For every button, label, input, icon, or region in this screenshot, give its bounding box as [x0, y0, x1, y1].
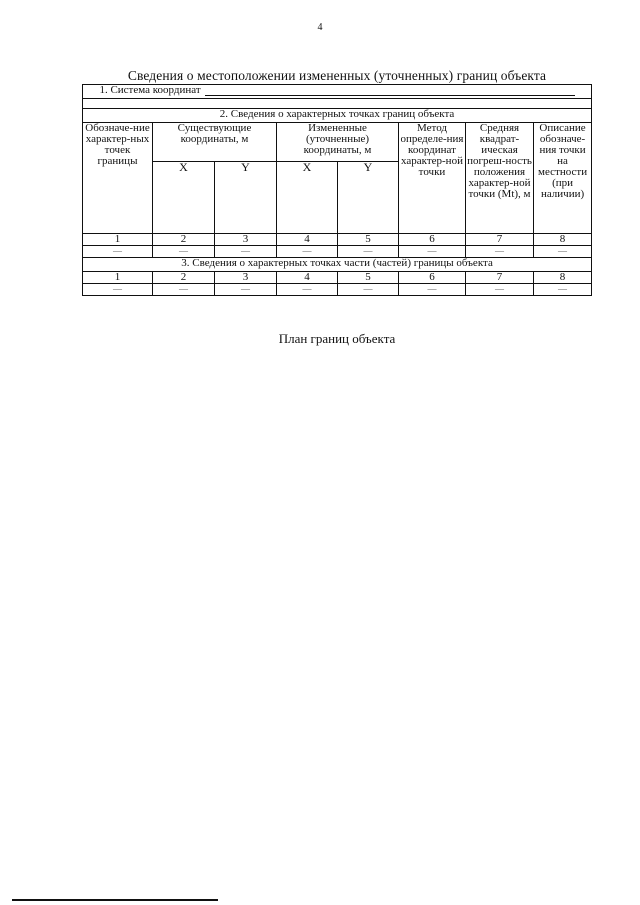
section-3-label: 3. Сведения о характерных точках части (частей) границы объекта — [83, 258, 592, 272]
empty-cell: — — [466, 284, 534, 296]
header-changed-coordinates: Измененные (уточненные) координаты, м — [277, 123, 399, 162]
axis-x-existing: X — [153, 162, 215, 234]
column-number: 2 — [153, 234, 215, 246]
column-number: 5 — [338, 234, 399, 246]
coordinate-system-field — [205, 85, 575, 96]
column-number: 4 — [277, 272, 338, 284]
section-3-row — [83, 258, 592, 272]
column-number: 1 — [83, 234, 153, 246]
axis-x-changed: X — [277, 162, 338, 234]
empty-data-row-2 — [83, 284, 592, 296]
empty-cell: — — [277, 246, 338, 258]
empty-cell: — — [153, 284, 215, 296]
empty-cell: — — [534, 246, 592, 258]
section-2-row — [83, 109, 592, 123]
header-row — [83, 123, 592, 162]
empty-cell: — — [399, 246, 466, 258]
section-2-label: 2. Сведения о характерных точках границ объекта — [83, 109, 592, 123]
empty-cell: — — [83, 284, 153, 296]
empty-cell: — — [215, 246, 277, 258]
plan-title: План границ объекта — [278, 331, 396, 346]
empty-cell: — — [338, 246, 399, 258]
column-number: 6 — [399, 234, 466, 246]
column-number: 2 — [153, 272, 215, 284]
header-mean-square-error: Средняя квадрат-ическая погреш-ность положения характер-ной точки (Mt), м — [466, 123, 534, 234]
empty-cell: — — [277, 284, 338, 296]
spacer-row — [83, 99, 592, 109]
axis-y-existing: Y — [215, 162, 277, 234]
document-title: Сведения о местоположении измененных (уточненных) границ объекта — [127, 68, 547, 83]
boundary-points-table — [82, 84, 592, 296]
column-number: 3 — [215, 272, 277, 284]
header-point-description: Описание обозначе-ния точки на местности (при наличии) — [534, 123, 592, 234]
column-number-row — [83, 234, 592, 246]
column-number: 3 — [215, 234, 277, 246]
footer-rule — [12, 899, 218, 901]
empty-data-row — [83, 246, 592, 258]
empty-cell: — — [338, 284, 399, 296]
coordinate-system-label: 1. Система координат — [99, 84, 201, 96]
empty-cell: — — [534, 284, 592, 296]
column-number: 7 — [466, 272, 534, 284]
column-number: 1 — [83, 272, 153, 284]
empty-cell: — — [215, 284, 277, 296]
empty-cell: — — [399, 284, 466, 296]
section-1-row — [83, 85, 592, 99]
axis-y-changed: Y — [338, 162, 399, 234]
empty-cell: — — [153, 246, 215, 258]
header-existing-coordinates: Существующие координаты, м — [153, 123, 277, 162]
page-number: 4 — [317, 22, 323, 33]
column-number-row-2 — [83, 272, 592, 284]
header-designation: Обозначе-ние характер-ных точек границы — [83, 123, 153, 234]
empty-cell: — — [466, 246, 534, 258]
empty-cell: — — [83, 246, 153, 258]
column-number: 5 — [338, 272, 399, 284]
column-number: 6 — [399, 272, 466, 284]
column-number: 4 — [277, 234, 338, 246]
column-number: 8 — [534, 272, 592, 284]
column-number: 8 — [534, 234, 592, 246]
header-method: Метод определе-ния координат характер-ной точки — [399, 123, 466, 234]
column-number: 7 — [466, 234, 534, 246]
